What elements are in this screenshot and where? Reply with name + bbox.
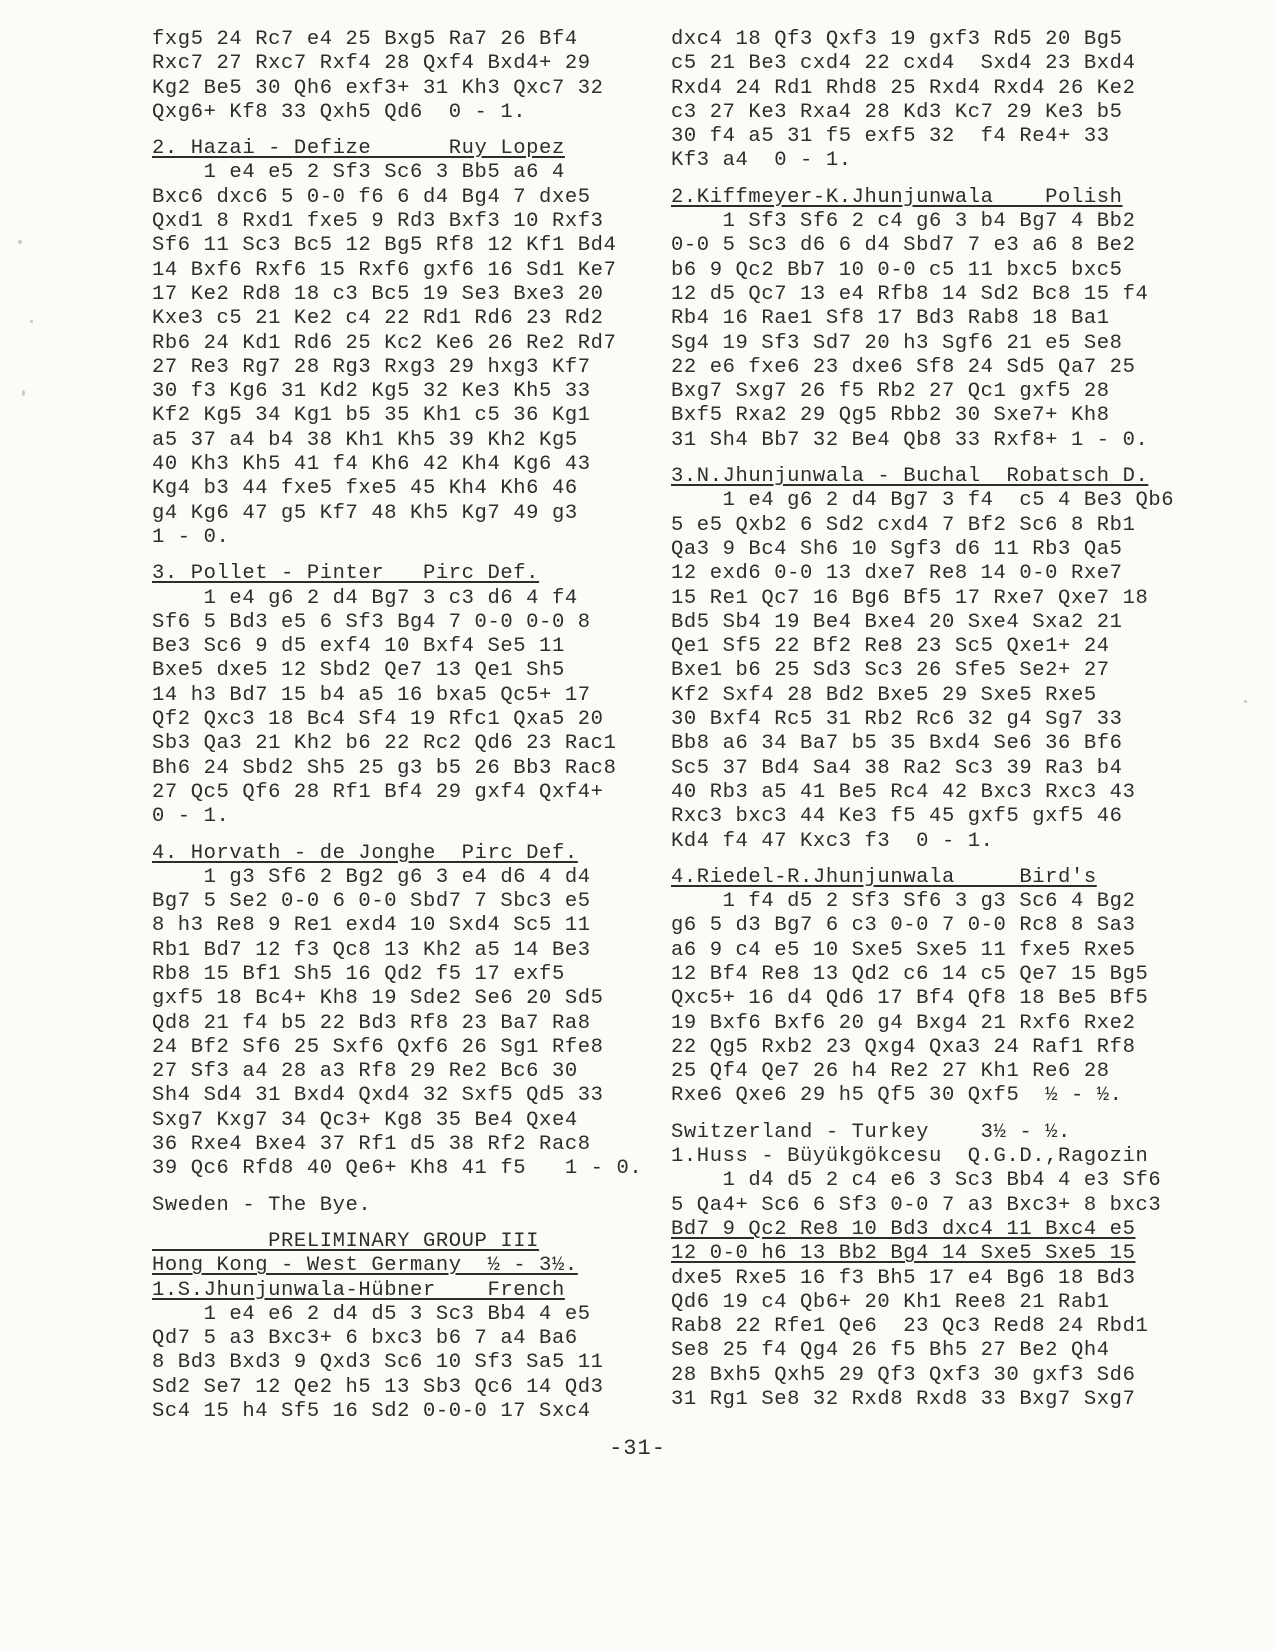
text-line: 19 Bxf6 Bxf6 20 g4 Bxg4 21 Rxf6 Rxe2 — [671, 1011, 1136, 1035]
text-line: 1 f4 d5 2 Sf3 Sf6 3 g3 Sc6 4 Bg2 — [671, 890, 1136, 914]
text-line: 15 Re1 Qc7 16 Bg6 Bf5 17 Rxe7 Qxe7 18 — [671, 586, 1149, 610]
text-line: 1.Huss - Büyükgökcesu Q.G.D.,Ragozin — [671, 1145, 1149, 1169]
page-number: -31- — [609, 1436, 666, 1461]
text-line: Switzerland - Turkey 3½ - ½. — [671, 1120, 1071, 1144]
text-line: 8 Bd3 Bxd3 9 Qxd3 Sc6 10 Sf3 Sa5 11 — [152, 1351, 604, 1375]
text-line: 36 Rxe4 Bxe4 37 Rf1 d5 38 Rf2 Rac8 — [152, 1133, 591, 1157]
paragraph-gap — [152, 830, 652, 842]
text-line: gxf5 18 Bc4+ Kh8 19 Sde2 Se6 20 Sd5 — [152, 987, 604, 1011]
text-line: Qe1 Sf5 22 Bf2 Re8 23 Sc5 Qxe1+ 24 — [671, 635, 1110, 659]
text-line: Sf6 5 Bd3 e5 6 Sf3 Bg4 7 0-0 0-0 8 — [152, 610, 591, 634]
text-line: 31 Rg1 Se8 32 Rxd8 Rxd8 33 Bxg7 Sxg7 — [671, 1388, 1136, 1412]
text-line: Sh4 Sd4 31 Bxd4 Qxd4 32 Sxf5 Qd5 33 — [152, 1084, 604, 1108]
text-line: a5 37 a4 b4 38 Kh1 Kh5 39 Kh2 Kg5 — [152, 428, 578, 452]
paragraph-gap — [152, 125, 652, 137]
text-line: Qd8 21 f4 b5 22 Bd3 Rf8 23 Ba7 Ra8 — [152, 1011, 591, 1035]
text-line: Kf3 a4 0 - 1. — [671, 149, 852, 173]
text-line: 40 Rb3 a5 41 Be5 Rc4 42 Bxc3 Rxc3 43 — [671, 780, 1136, 804]
text-line: Kg2 Be5 30 Qh6 exf3+ 31 Kh3 Qxc7 32 — [152, 76, 604, 100]
text-line: 27 Qc5 Qf6 28 Rf1 Bf4 29 gxf4 Qxf4+ — [152, 780, 604, 804]
scan-speck — [1244, 700, 1247, 703]
paragraph-gap — [671, 1109, 1171, 1121]
text-line: dxe5 Rxe5 16 f3 Bh5 17 e4 Bg6 18 Bd3 — [671, 1266, 1136, 1290]
text-line: Sc5 37 Bd4 Sa4 38 Ra2 Sc3 39 Ra3 b4 — [671, 756, 1123, 780]
text-line: Rb1 Bd7 12 f3 Qc8 13 Kh2 a5 14 Be3 — [152, 938, 591, 962]
paragraph-gap — [671, 174, 1171, 186]
text-line: Qxc5+ 16 d4 Qd6 17 Bf4 Qf8 18 Be5 Bf5 — [671, 987, 1149, 1011]
text-line: 1 e4 g6 2 d4 Bg7 3 f4 c5 4 Be3 Qb6 — [671, 489, 1175, 513]
text-line: Qf2 Qxc3 18 Bc4 Sf4 19 Rfc1 Qxa5 20 — [152, 708, 604, 732]
text-line: 14 h3 Bd7 15 b4 a5 16 bxa5 Qc5+ 17 — [152, 683, 591, 707]
game-header-line: PRELIMINARY GROUP III — [152, 1229, 540, 1253]
text-line: 1 e4 e6 2 d4 d5 3 Sc3 Bb4 4 e5 — [152, 1302, 591, 1326]
text-line: 30 f4 a5 31 f5 exf5 32 f4 Re4+ 33 — [671, 125, 1110, 149]
text-line: Bxe1 b6 25 Sd3 Sc3 26 Sfe5 Se2+ 27 — [671, 659, 1110, 683]
text-line: 5 e5 Qxb2 6 Sd2 cxd4 7 Bf2 Sc6 8 Rb1 — [671, 513, 1136, 537]
text-line: Rxd4 24 Rd1 Rhd8 25 Rxd4 Rxd4 26 Ke2 — [671, 76, 1136, 100]
text-line: Kf2 Sxf4 28 Bd2 Bxe5 29 Sxe5 Rxe5 — [671, 683, 1097, 707]
text-line: Kd4 f4 47 Kxc3 f3 0 - 1. — [671, 829, 994, 853]
text-line: 40 Kh3 Kh5 41 f4 Kh6 42 Kh4 Kg6 43 — [152, 453, 591, 477]
text-line: Kg4 b3 44 fxe5 fxe5 45 Kh4 Kh6 46 — [152, 477, 578, 501]
text-line: Bg7 5 Se2 0-0 6 0-0 Sbd7 7 Sbc3 e5 — [152, 890, 591, 914]
text-line: Rb6 24 Kd1 Rd6 25 Kc2 Ke6 26 Re2 Rd7 — [152, 331, 617, 355]
text-line: 1 g3 Sf6 2 Bg2 g6 3 e4 d6 4 d4 — [152, 865, 591, 889]
text-line: Bxc6 dxc6 5 0-0 f6 6 d4 Bg4 7 dxe5 — [152, 185, 591, 209]
text-line: Sd2 Se7 12 Qe2 h5 13 Sb3 Qc6 14 Qd3 — [152, 1375, 604, 1399]
text-line: Qd7 5 a3 Bxc3+ 6 bxc3 b6 7 a4 Ba6 — [152, 1327, 578, 1351]
text-line: Bxg7 Sxg7 26 f5 Rb2 27 Qc1 gxf5 28 — [671, 380, 1110, 404]
text-line: Rxc7 27 Rxc7 Rxf4 28 Qxf4 Bxd4+ 29 — [152, 52, 591, 76]
game-header-line: Bd7 9 Qc2 Re8 10 Bd3 dxc4 11 Bxc4 e5 — [671, 1217, 1136, 1241]
text-line: 17 Ke2 Rd8 18 c3 Bc5 19 Se3 Bxe3 20 — [152, 282, 604, 306]
text-line: 1 e4 g6 2 d4 Bg7 3 c3 d6 4 f4 — [152, 586, 578, 610]
text-line: b6 9 Qc2 Bb7 10 0-0 c5 11 bxc5 bxc5 — [671, 258, 1123, 282]
text-line: Sweden - The Bye. — [152, 1193, 372, 1217]
text-line: 27 Re3 Rg7 28 Rg3 Rxg3 29 hxg3 Kf7 — [152, 355, 591, 379]
text-line: a6 9 c4 e5 10 Sxe5 Sxe5 11 fxe5 Rxe5 — [671, 938, 1136, 962]
right-text-column — [671, 28, 1175, 1412]
text-line: Bd5 Sb4 19 Be4 Bxe4 20 Sxe4 Sxa2 21 — [671, 610, 1123, 634]
text-line: 28 Bxh5 Qxh5 29 Qf3 Qxf3 30 gxf3 Sd6 — [671, 1363, 1136, 1387]
text-line: Rb4 16 Rae1 Sf8 17 Bd3 Rab8 18 Ba1 — [671, 307, 1110, 331]
left-text-column — [152, 28, 652, 1424]
text-line: g6 5 d3 Bg7 6 c3 0-0 7 0-0 Rc8 8 Sa3 — [671, 914, 1136, 938]
text-line: Rxc3 bxc3 44 Ke3 f5 45 gxf5 gxf5 46 — [671, 805, 1123, 829]
paragraph-gap — [152, 550, 652, 562]
text-line: 1 Sf3 Sf6 2 c4 g6 3 b4 Bg7 4 Bb2 — [671, 210, 1136, 234]
text-line: Rxe6 Qxe6 29 h5 Qf5 30 Qxf5 ½ - ½. — [671, 1084, 1123, 1108]
text-line: 25 Qf4 Qe7 26 h4 Re2 27 Kh1 Re6 28 — [671, 1060, 1110, 1084]
text-line: Sxg7 Kxg7 34 Qc3+ Kg8 35 Be4 Qxe4 — [152, 1108, 578, 1132]
text-line: 1 d4 d5 2 c4 e6 3 Sc3 Bb4 4 e3 Sf6 — [671, 1169, 1162, 1193]
game-header-line: 4. Horvath - de Jonghe Pirc Def. — [152, 841, 578, 865]
game-header-line: 3. Pollet - Pinter Pirc Def. — [152, 562, 540, 586]
text-line: Qxg6+ Kf8 33 Qxh5 Qd6 0 - 1. — [152, 100, 527, 124]
text-line: Sc4 15 h4 Sf5 16 Sd2 0-0-0 17 Sxc4 — [152, 1400, 591, 1424]
text-line: Bh6 24 Sbd2 Sh5 25 g3 b5 26 Bb3 Rac8 — [152, 756, 617, 780]
text-line: c5 21 Be3 cxd4 22 cxd4 Sxd4 23 Bxd4 — [671, 52, 1136, 76]
paragraph-gap — [671, 453, 1171, 465]
paragraph-gap — [152, 1218, 652, 1230]
text-line: Be3 Sc6 9 d5 exf4 10 Bxf4 Se5 11 — [152, 635, 565, 659]
text-line: Bb8 a6 34 Ba7 b5 35 Bxd4 Se6 36 Bf6 — [671, 732, 1123, 756]
game-header-line: 2.Kiffmeyer-K.Jhunjunwala Polish — [671, 185, 1123, 209]
text-line: 1 e4 e5 2 Sf3 Sc6 3 Bb5 a6 4 — [152, 161, 565, 185]
paragraph-gap — [671, 854, 1171, 866]
text-line: Rab8 22 Rfe1 Qe6 23 Qc3 Red8 24 Rbd1 — [671, 1315, 1149, 1339]
text-line: Qd6 19 c4 Qb6+ 20 Kh1 Ree8 21 Rab1 — [671, 1290, 1110, 1314]
text-line: fxg5 24 Rc7 e4 25 Bxg5 Ra7 26 Bf4 — [152, 28, 578, 51]
text-line: 0-0 5 Sc3 d6 6 d4 Sbd7 7 e3 a6 8 Be2 — [671, 234, 1136, 258]
game-header-line: 4.Riedel-R.Jhunjunwala Bird's — [671, 865, 1097, 889]
game-header-line: 12 0-0 h6 13 Bb2 Bg4 14 Sxe5 Sxe5 15 — [671, 1242, 1136, 1266]
text-line: 39 Qc6 Rfd8 40 Qe6+ Kh8 41 f5 1 - 0. — [152, 1157, 643, 1181]
text-line: 12 d5 Qc7 13 e4 Rfb8 14 Sd2 Bc8 15 f4 — [671, 282, 1149, 306]
text-line: 22 Qg5 Rxb2 23 Qxg4 Qxa3 24 Raf1 Rf8 — [671, 1035, 1136, 1059]
text-line: Kxe3 c5 21 Ke2 c4 22 Rd1 Rd6 23 Rd2 — [152, 307, 604, 331]
text-line: 14 Bxf6 Rxf6 15 Rxf6 gxf6 16 Sd1 Ke7 — [152, 258, 617, 282]
game-header-line: 3.N.Jhunjunwala - Buchal Robatsch D. — [671, 465, 1149, 489]
text-line: Qxd1 8 Rxd1 fxe5 9 Rd3 Bxf3 10 Rxf3 — [152, 210, 604, 234]
game-header-line: 1.S.Jhunjunwala-Hübner French — [152, 1278, 565, 1302]
game-header-line: 2. Hazai - Defize Ruy Lopez — [152, 137, 565, 161]
text-line: Sg4 19 Sf3 Sd7 20 h3 Sgf6 21 e5 Se8 — [671, 331, 1123, 355]
paragraph-gap — [152, 1182, 652, 1194]
scan-speck — [22, 390, 25, 396]
game-header-line: Hong Kong - West Germany ½ - 3½. — [152, 1254, 578, 1278]
text-line: c3 27 Ke3 Rxa4 28 Kd3 Kc7 29 Ke3 b5 — [671, 100, 1123, 124]
text-line: 1 - 0. — [152, 525, 230, 549]
text-line: 0 - 1. — [152, 805, 230, 829]
text-line: Qa3 9 Bc4 Sh6 10 Sgf3 d6 11 Rb3 Qa5 — [671, 537, 1123, 561]
text-line: 22 e6 fxe6 23 dxe6 Sf8 24 Sd5 Qa7 25 — [671, 355, 1136, 379]
scan-speck — [18, 240, 22, 244]
text-line: Rb8 15 Bf1 Sh5 16 Qd2 f5 17 exf5 — [152, 962, 565, 986]
text-line: Bxe5 dxe5 12 Sbd2 Qe7 13 Qe1 Sh5 — [152, 659, 565, 683]
text-line: 24 Bf2 Sf6 25 Sxf6 Qxf6 26 Sg1 Rfe8 — [152, 1035, 604, 1059]
text-line: Bxf5 Rxa2 29 Qg5 Rbb2 30 Sxe7+ Kh8 — [671, 404, 1110, 428]
text-line: 8 h3 Re8 9 Re1 exd4 10 Sxd4 Sc5 11 — [152, 914, 591, 938]
text-line: 27 Sf3 a4 28 a3 Rf8 29 Re2 Bc6 30 — [152, 1060, 578, 1084]
text-line: 31 Sh4 Bb7 32 Be4 Qb8 33 Rxf8+ 1 - 0. — [671, 428, 1149, 452]
text-line: 12 exd6 0-0 13 dxe7 Re8 14 0-0 Rxe7 — [671, 562, 1123, 586]
text-line: Sf6 11 Sc3 Bc5 12 Bg5 Rf8 12 Kf1 Bd4 — [152, 234, 617, 258]
text-line: Kf2 Kg5 34 Kg1 b5 35 Kh1 c5 36 Kg1 — [152, 404, 591, 428]
text-line: g4 Kg6 47 g5 Kf7 48 Kh5 Kg7 49 g3 — [152, 501, 578, 525]
text-line: 12 Bf4 Re8 13 Qd2 c6 14 c5 Qe7 15 Bg5 — [671, 962, 1149, 986]
scan-speck — [30, 320, 33, 323]
text-line: 30 f3 Kg6 31 Kd2 Kg5 32 Ke3 Kh5 33 — [152, 380, 591, 404]
text-line: 5 Qa4+ Sc6 6 Sf3 0-0 7 a3 Bxc3+ 8 bxc3 — [671, 1193, 1162, 1217]
text-line: Se8 25 f4 Qg4 26 f5 Bh5 27 Be2 Qh4 — [671, 1339, 1110, 1363]
text-line: 30 Bxf4 Rc5 31 Rb2 Rc6 32 g4 Sg7 33 — [671, 708, 1123, 732]
text-line: dxc4 18 Qf3 Qxf3 19 gxf3 Rd5 20 Bg5 — [671, 28, 1123, 51]
text-line: Sb3 Qa3 21 Kh2 b6 22 Rc2 Qd6 23 Rac1 — [152, 732, 617, 756]
